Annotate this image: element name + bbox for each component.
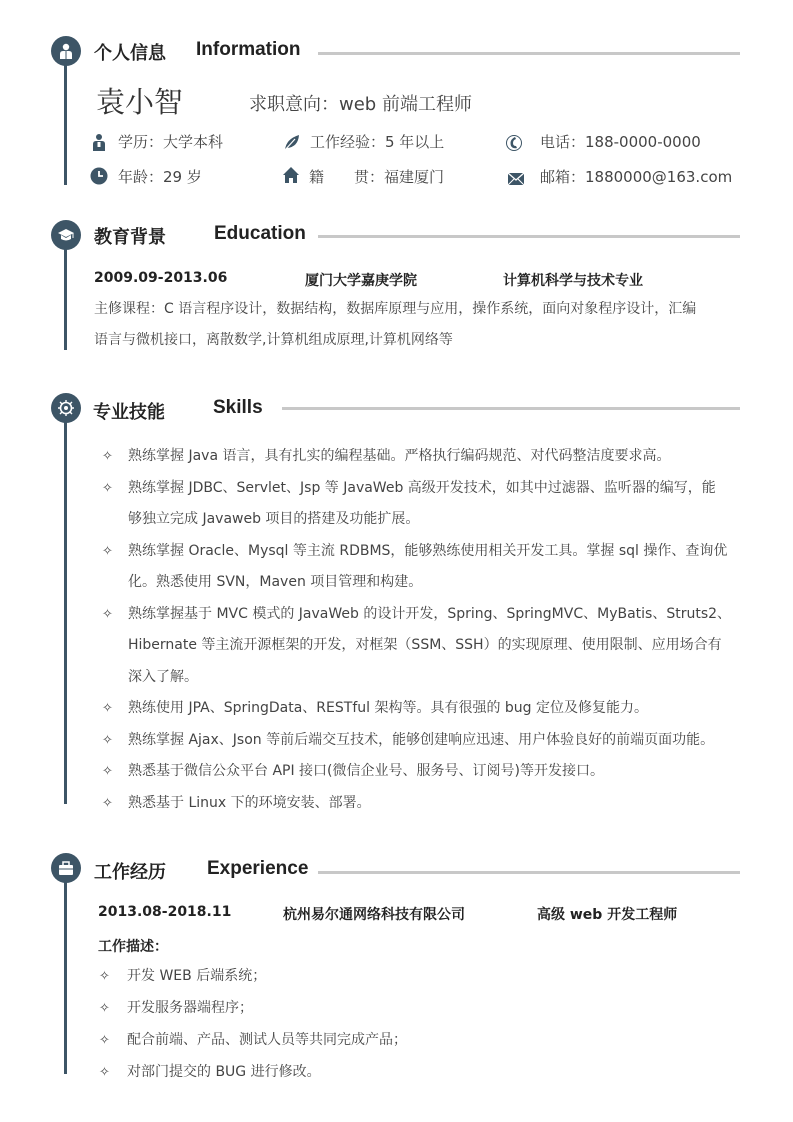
mail-icon bbox=[507, 170, 525, 188]
bullet-diamond-icon: ✧ bbox=[99, 1033, 110, 1048]
clock-icon bbox=[90, 167, 108, 185]
skill-item bbox=[102, 536, 727, 599]
person-icon bbox=[57, 42, 75, 60]
education-school: 厦门大学嘉庚学院 bbox=[305, 273, 417, 289]
section-rule bbox=[318, 235, 740, 238]
section-icon-badge bbox=[51, 36, 81, 66]
skill-item-line: 熟练掌握 Oracle、Mysql 等主流 RDBMS，能够熟练使用相关开发工具。掌握 sql 操作、查询优 bbox=[128, 542, 728, 559]
timeline-line bbox=[64, 408, 67, 804]
experience-item bbox=[99, 1025, 407, 1057]
experience-item-text: 开发 WEB 后端系统； bbox=[127, 968, 267, 984]
section-title-en: Information bbox=[196, 39, 301, 60]
experience-company: 杭州易尔通网络科技有限公司 bbox=[283, 907, 465, 923]
skill-item bbox=[102, 599, 731, 694]
section-icon-badge bbox=[51, 220, 81, 250]
info-email: 邮箱：1880000@163.com bbox=[540, 168, 733, 186]
section-title-cn: 个人信息 bbox=[94, 43, 166, 64]
skill-item-line: 熟悉基于 Linux 下的环境安装、部署。 bbox=[128, 794, 371, 811]
section-title-en: Experience bbox=[207, 858, 309, 879]
education-period: 2009.09-2013.06 bbox=[94, 270, 228, 286]
skill-item bbox=[102, 441, 670, 473]
section-title-cn: 教育背景 bbox=[94, 227, 166, 248]
skills-gear-icon bbox=[57, 399, 75, 417]
experience-desc-label: 工作描述： bbox=[98, 939, 168, 955]
section-rule bbox=[318, 52, 740, 55]
skill-item bbox=[102, 693, 648, 725]
candidate-name: 袁小智 bbox=[96, 85, 184, 119]
skill-item-line: 熟练掌握 Ajax、Json 等前后端交互技术，能够创建响应迅速、用户体验良好的前端页面功能。 bbox=[128, 731, 715, 748]
briefcase-icon bbox=[57, 859, 75, 877]
section-title-en: Skills bbox=[213, 397, 263, 418]
skill-item-line: 熟练掌握 JDBC、Servlet、Jsp 等 JavaWeb 高级开发技术，如其中过滤器、监听器的编写，能 bbox=[128, 479, 716, 496]
skill-item-line: 熟悉基于微信公众平台 API 接口(微信企业号、服务号、订阅号)等开发接口。 bbox=[128, 763, 604, 779]
experience-item-text: 开发服务器端程序； bbox=[127, 1000, 253, 1016]
timeline-line bbox=[64, 234, 67, 350]
home-icon bbox=[282, 166, 300, 184]
education-courses-line: 语言与微机接口，离散数学,计算机组成原理,计算机网络等 bbox=[94, 332, 453, 348]
section-icon-badge bbox=[51, 393, 81, 423]
info-age: 年龄：29 岁 bbox=[118, 168, 202, 186]
experience-item-text: 对部门提交的 BUG 进行修改。 bbox=[127, 1064, 321, 1080]
skill-item-line: 够独立完成 Javaweb 项目的搭建及功能扩展。 bbox=[128, 511, 420, 527]
bullet-diamond-icon: ✧ bbox=[99, 1065, 110, 1080]
experience-item bbox=[99, 993, 253, 1025]
graduate-icon bbox=[90, 133, 108, 151]
experience-item bbox=[99, 1057, 321, 1089]
section-rule bbox=[282, 407, 740, 410]
graduation-cap-icon bbox=[57, 226, 75, 244]
leaf-icon bbox=[283, 133, 301, 151]
section-rule bbox=[318, 871, 740, 874]
section-title-cn: 专业技能 bbox=[93, 402, 165, 423]
skill-item-line: 熟练使用 JPA、SpringData、RESTful 架构等。具有很强的 bug 定位及修复能力。 bbox=[128, 700, 649, 716]
skill-item-line: 深入了解。 bbox=[128, 668, 198, 685]
skill-item-line: 熟练掌握基于 MVC 模式的 JavaWeb 的设计开发，Spring、SpringMVC、MyBatis、Struts2、 bbox=[128, 605, 732, 622]
section-title-en: Education bbox=[214, 223, 306, 244]
skill-item bbox=[102, 756, 604, 788]
skill-item bbox=[102, 725, 714, 757]
experience-item bbox=[99, 961, 266, 993]
info-experience: 工作经验：5 年以上 bbox=[310, 133, 445, 151]
education-major: 计算机科学与技术专业 bbox=[503, 273, 643, 289]
info-origin: 籍 贯：福建厦门 bbox=[309, 168, 445, 186]
timeline-line bbox=[64, 50, 67, 185]
bullet-diamond-icon: ✧ bbox=[102, 732, 113, 748]
job-objective: 求职意向：web 前端工程师 bbox=[249, 94, 472, 115]
info-education: 学历：大学本科 bbox=[118, 133, 224, 151]
skill-item-line: 化。熟悉使用 SVN，Maven 项目管理和构建。 bbox=[128, 574, 423, 590]
phone-icon bbox=[505, 134, 523, 152]
bullet-diamond-icon: ✧ bbox=[102, 701, 113, 716]
info-phone: 电话：188-0000-0000 bbox=[540, 133, 701, 151]
skill-item-line: 熟练掌握 Java 语言，具有扎实的编程基础。严格执行编码规范、对代码整洁度要求高。 bbox=[128, 448, 671, 464]
experience-item-text: 配合前端、产品、测试人员等共同完成产品； bbox=[127, 1032, 407, 1048]
bullet-diamond-icon: ✧ bbox=[102, 764, 113, 779]
timeline-line bbox=[64, 866, 67, 1074]
bullet-diamond-icon: ✧ bbox=[102, 480, 113, 496]
bullet-diamond-icon: ✧ bbox=[99, 969, 110, 984]
bullet-diamond-icon: ✧ bbox=[102, 543, 113, 559]
bullet-diamond-icon: ✧ bbox=[102, 795, 113, 811]
education-courses-line: 主修课程：C 语言程序设计，数据结构，数据库原理与应用，操作系统，面向对象程序设计，汇编 bbox=[94, 301, 697, 317]
section-title-cn: 工作经历 bbox=[94, 862, 166, 883]
bullet-diamond-icon: ✧ bbox=[102, 449, 113, 464]
bullet-diamond-icon: ✧ bbox=[102, 606, 113, 622]
experience-period: 2013.08-2018.11 bbox=[98, 904, 232, 920]
bullet-diamond-icon: ✧ bbox=[99, 1001, 110, 1016]
skill-item-line: Hibernate 等主流开源框架的开发，对框架（SSM、SSH）的实现原理、使用限制、应用场合有 bbox=[128, 637, 722, 653]
section-icon-badge bbox=[51, 853, 81, 883]
experience-position: 高级 web 开发工程师 bbox=[537, 907, 678, 923]
skill-item bbox=[102, 788, 371, 820]
skill-item bbox=[102, 473, 716, 536]
